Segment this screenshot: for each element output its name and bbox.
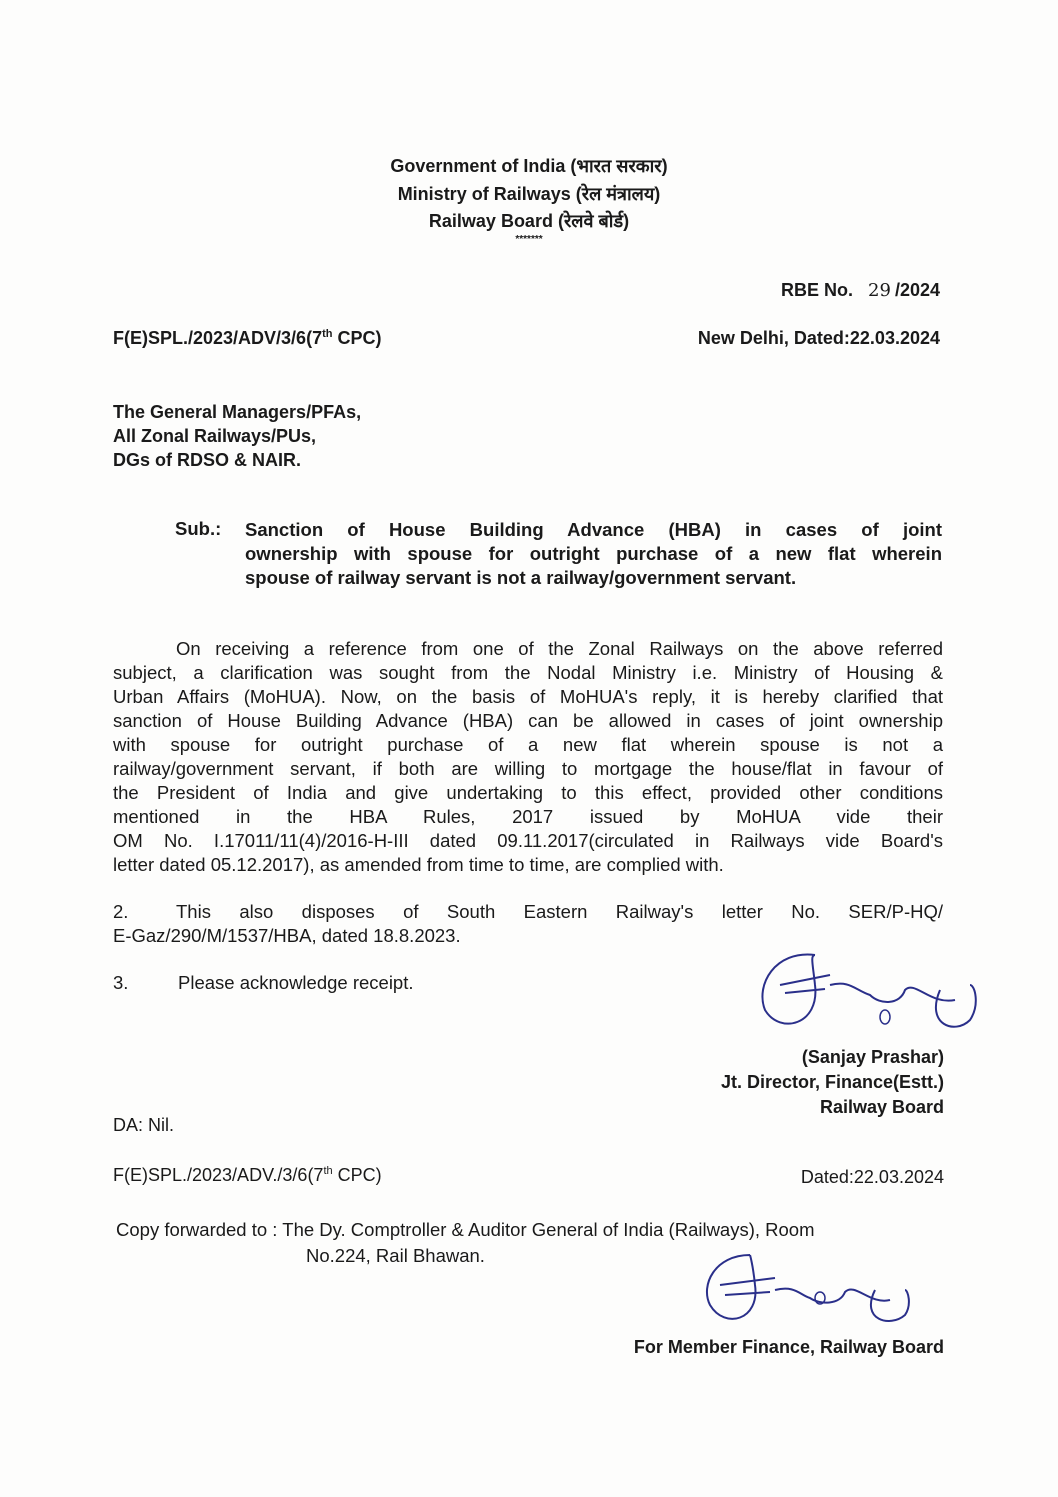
- copy-forwarded: Copy forwarded to : The Dy. Comptroller & Auditor General of India (Railways), Room No.224, Rail Bhawan.: [116, 1219, 815, 1266]
- header-stars: *******: [515, 234, 543, 245]
- paragraph-2: 2. This also disposes of South Eastern Railway's letter No. SER/P-HQ/ E-Gaz/290/M/1537/HBA, dated 18.8.2023.: [113, 901, 943, 946]
- header-board: Railway Board (रेलवे बोर्ड): [428, 211, 630, 231]
- signature-image-copy: [700, 1250, 920, 1330]
- enclosures: DA: Nil.: [113, 1115, 175, 1135]
- addressee: DGs of RDSO & NAIR.: [113, 450, 302, 470]
- paragraph-3: 3. Please acknowledge receipt.: [113, 972, 414, 993]
- signatory-org: Railway Board: [819, 1097, 944, 1117]
- copy-date: Dated:22.03.2024: [800, 1167, 944, 1187]
- subject-text: Sanction of House Building Advance (HBA) in cases of joint ownership with spouse for outright purchase of a new flat wherein spouse of railway servant is not a railway/government servant.: [245, 519, 942, 588]
- footer-signatory: For Member Finance, Railway Board: [633, 1337, 944, 1357]
- signatory-name: (Sanjay Prashar): [801, 1047, 944, 1067]
- rbe-year: /2024: [894, 280, 940, 300]
- rbe-number: [781, 280, 940, 301]
- addressee: All Zonal Railways/PUs,: [113, 426, 317, 446]
- issue-date: New Delhi, Dated:22.03.2024: [697, 328, 940, 348]
- header-government: Government of India (भारत सरकार): [390, 156, 668, 176]
- copy-file-number: F(E)SPL./2023/ADV./3/6(7th CPC): [113, 1165, 382, 1185]
- header-ministry: Ministry of Railways (रेल मंत्रालय): [397, 184, 661, 204]
- rbe-handwritten-number: 29: [868, 280, 891, 301]
- rbe-label: RBE No.: [781, 280, 854, 300]
- signatory-designation: Jt. Director, Finance(Estt.): [720, 1072, 944, 1092]
- file-number: F(E)SPL./2023/ADV/3/6(7th CPC): [113, 328, 382, 348]
- subject-label: Sub.:: [175, 518, 222, 539]
- paragraph-1: On receiving a reference from one of the Zonal Railways on the above referred subject, a clarification was sought from the Nodal Ministry i.e. Ministry of Housing & Urban Affairs (MoHUA). Now, on the basis of MoHUA's reply, it is hereby clarified that sanction of House Building Advance (HBA) can be allowed in cases of joint ownership with spouse for outright purchase of a new flat wherein spouse is not a railway/government servant, if both are willing to mortgage the house/flat in favour of the President of India and give undertaking to this effect, provided other conditions mentioned in the HBA Rules, 2017 issued by MoHUA vide their OM No. I.17011/11(4)/2016-H-III dated 09.11.2017(circulated in Railways vide Board's letter dated 05.12.2017), as amended from time to time, are complied with.: [113, 638, 943, 875]
- addressees: [113, 400, 361, 472]
- signatory-block: [721, 1045, 944, 1120]
- signature-image: [755, 945, 995, 1035]
- addressee: The General Managers/PFAs,: [113, 402, 362, 422]
